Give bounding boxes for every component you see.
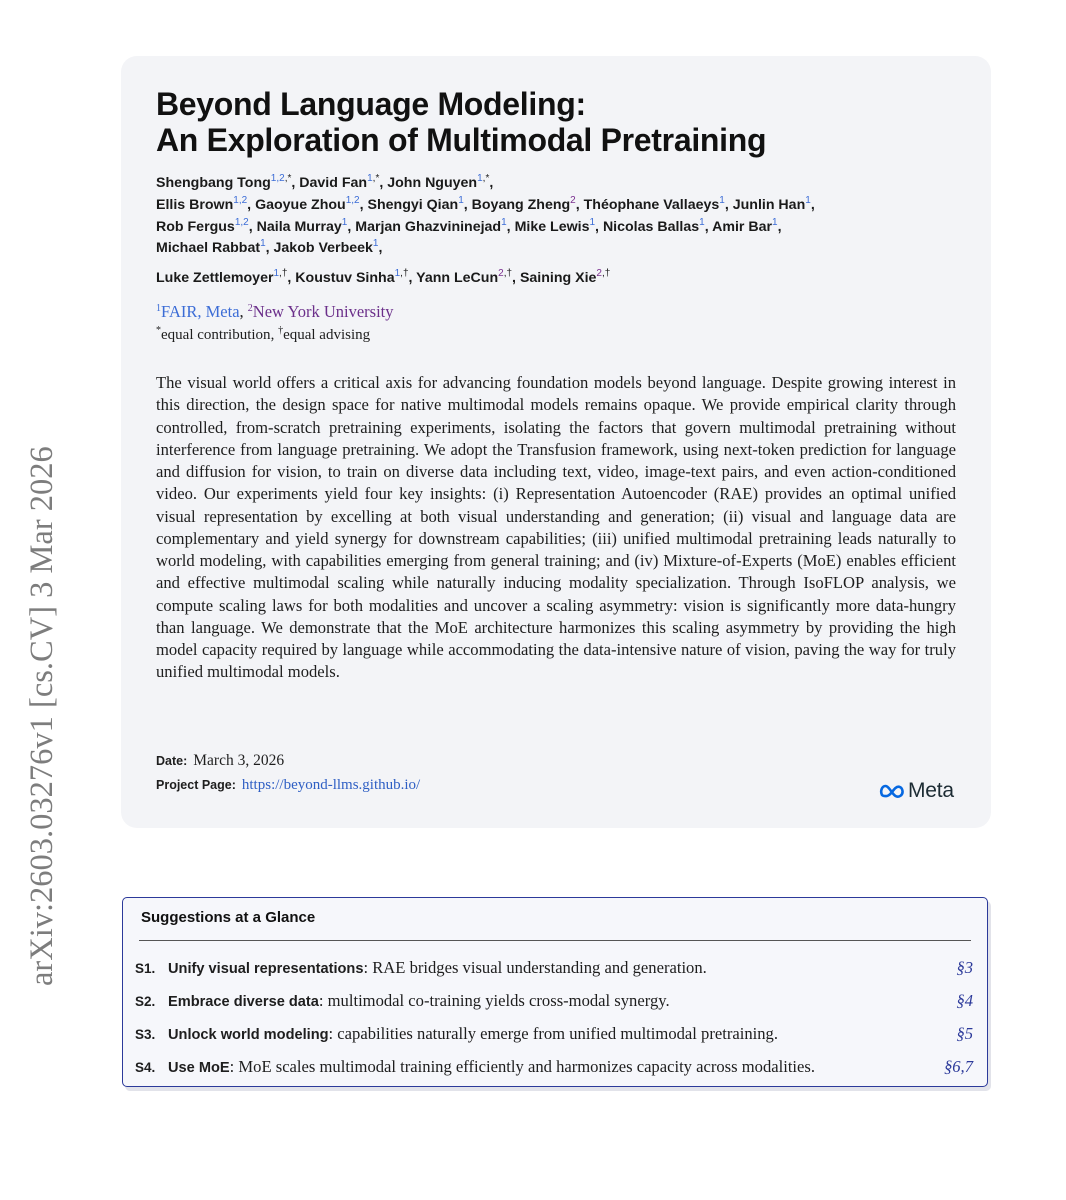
author: Gaoyue Zhou$^{1,2}$ <box>255 195 360 213</box>
author-line: Rob Fergus$^{1,2}$, Naila Murray$^1$, Marjan Ghazvininejad$^1$, Mike Lewis$^1$, Nicolas Ballas$^1$, Amir Bar$^1$, <box>156 216 782 235</box>
suggestion-text: : MoE scales multimodal training efficiently and harmonizes capacity across modalities. <box>229 1057 816 1076</box>
suggestion-item <box>135 956 973 980</box>
author: Ellis Brown$^{1,2}$ <box>156 195 248 213</box>
author-line: Luke Zettlemoyer$^{1,\dagger}$, Koustuv Sinha$^{1,\dagger}$, Yann LeCun$^{2,\dagger}$, Saining Xie$^{2,\dagger}$ <box>156 267 611 286</box>
suggestion-text: : RAE bridges visual understanding and generation. <box>363 958 707 977</box>
suggestions-divider <box>139 940 971 941</box>
suggestion-text: : capabilities naturally emerge from unified multimodal pretraining. <box>328 1024 778 1043</box>
suggestion-heading: Unlock world modeling <box>168 1027 329 1043</box>
author-line: Michael Rabbat$^1$, Jakob Verbeek$^1$, <box>156 238 383 256</box>
date-label: Date: <box>156 754 188 768</box>
author: Yann LeCun$^{2,\dagger}$ <box>416 267 513 286</box>
date-value: March 3, 2026 <box>193 752 285 769</box>
author-list <box>156 171 976 290</box>
arxiv-stamp <box>20 350 60 990</box>
author: Marjan Ghazvininejad$^1$ <box>355 216 507 235</box>
section-ref-link[interactable]: §6,7 <box>943 1057 973 1076</box>
author: Shengyi Qian$^1$ <box>367 195 464 213</box>
author: Naila Murray$^1$ <box>256 216 348 235</box>
author: Koustuv Sinha$^{1,\dagger}$ <box>295 267 409 286</box>
title-card <box>121 56 991 828</box>
suggestion-item <box>135 1055 973 1079</box>
project-page-link[interactable]: https://beyond-llms.github.io/ <box>241 777 421 793</box>
section-ref-link[interactable]: §5 <box>956 1024 973 1043</box>
section-ref-link[interactable]: §4 <box>956 991 973 1010</box>
suggestion-id: S3. <box>135 1027 156 1042</box>
author-line: Shengbang Tong$^{1,2,*}$, David Fan$^{1,*}$, John Nguyen$^{1,*}$, <box>156 173 494 191</box>
meta-logo <box>879 778 954 804</box>
suggestion-heading: Unify visual representations <box>168 961 364 977</box>
affiliation-nyu: New York University <box>252 302 394 321</box>
title-line: Beyond Language Modeling: <box>156 86 586 122</box>
author-line: Ellis Brown$^{1,2}$, Gaoyue Zhou$^{1,2}$, Shengyi Qian$^1$, Boyang Zheng$^2$, Théophane Vallaeys$^1$, Junlin Han$^1$, <box>156 195 815 213</box>
suggestions-title: Suggestions at a Glance <box>141 909 316 926</box>
author: Nicolas Ballas$^1$ <box>602 216 705 235</box>
suggestion-heading: Use MoE <box>168 1060 230 1076</box>
contribution-notes: *equal contribution, †equal advising <box>156 325 371 343</box>
suggestion-id: S2. <box>135 994 156 1009</box>
title-line: An Exploration of Multimodal Pretraining <box>156 122 767 158</box>
author: Boyang Zheng$^2$ <box>471 195 576 213</box>
suggestion-text: : multimodal co-training yields cross-modal synergy. <box>318 991 670 1010</box>
suggestion-item <box>135 1022 973 1046</box>
meta-wordmark: Meta <box>908 779 954 802</box>
paper-title <box>156 86 766 158</box>
suggestion-id: S1. <box>135 961 156 976</box>
abstract: The visual world offers a critical axis for advancing foundation models beyond language. Despite growing interest in this direction, the design space for native multimodal models remains opaque. We provide empirical clarity through controlled, from-scratch pretraining experiments, isolating the factors that govern multimodal pretraining without interference from language pretraining. We adopt the Transfusion framework, using next-token prediction for language and diffusion for vision, to train on diverse data including text, video, image-text pairs, and even action-conditioned video. Our experiments yield four key insights: (i) Representation Autoencoder (RAE) provides an optimal unified visual representation by excelling at both visual understanding and generation; (ii) visual and language data are complementary and yield synergy for downstream capabilities; (iii) unified multimodal pretraining leads naturally to world modeling, with capabilities emerging from general training; and (iv) Mixture-of-Experts (MoE) enables efficient and effective multimodal scaling while naturally inducing modality specialization. Through IsoFLOP analysis, we compute scaling laws for both modalities and uncover a scaling asymmetry: vision is significantly more data-hungry than language. We demonstrate that the MoE architecture harmonizes this scaling asymmetry by providing the high model capacity required by language while accommodating the data-intensive nature of vision, paving the way for truly unified multimodal models. <box>156 373 956 682</box>
suggestion-id: S4. <box>135 1060 156 1075</box>
suggestions-box <box>122 897 988 1087</box>
author: Jakob Verbeek$^1$ <box>273 238 379 256</box>
author: Michael Rabbat$^1$ <box>156 238 266 256</box>
date-row <box>156 750 284 772</box>
author: David Fan$^{1,*}$ <box>299 173 380 191</box>
suggestion-heading: Embrace diverse data <box>168 994 319 1010</box>
author: Luke Zettlemoyer$^{1,\dagger}$ <box>156 267 288 286</box>
author: Rob Fergus$^{1,2}$ <box>156 216 249 235</box>
meta-infinity-icon <box>879 783 905 799</box>
arxiv-identifier[interactable]: arXiv:2603.03276v1 [cs.CV] 3 Mar 2026 <box>24 446 60 986</box>
affiliations: $^1$FAIR, Meta, $^2$New York University <box>156 302 394 321</box>
author: Shengbang Tong$^{1,2,*}$ <box>156 173 292 191</box>
affiliation-meta: FAIR, Meta <box>161 302 240 321</box>
project-page-label: Project Page: <box>156 778 236 792</box>
author: Junlin Han$^1$ <box>732 195 811 213</box>
project-page-row <box>156 774 420 796</box>
author: Saining Xie$^{2,\dagger}$ <box>519 267 611 286</box>
author: Amir Bar$^1$ <box>712 216 778 235</box>
author: Théophane Vallaeys$^1$ <box>583 195 725 213</box>
section-ref-link[interactable]: §3 <box>956 958 973 977</box>
author: John Nguyen$^{1,*}$ <box>387 173 490 191</box>
suggestion-item <box>135 989 973 1013</box>
author: Mike Lewis$^1$ <box>514 216 596 235</box>
